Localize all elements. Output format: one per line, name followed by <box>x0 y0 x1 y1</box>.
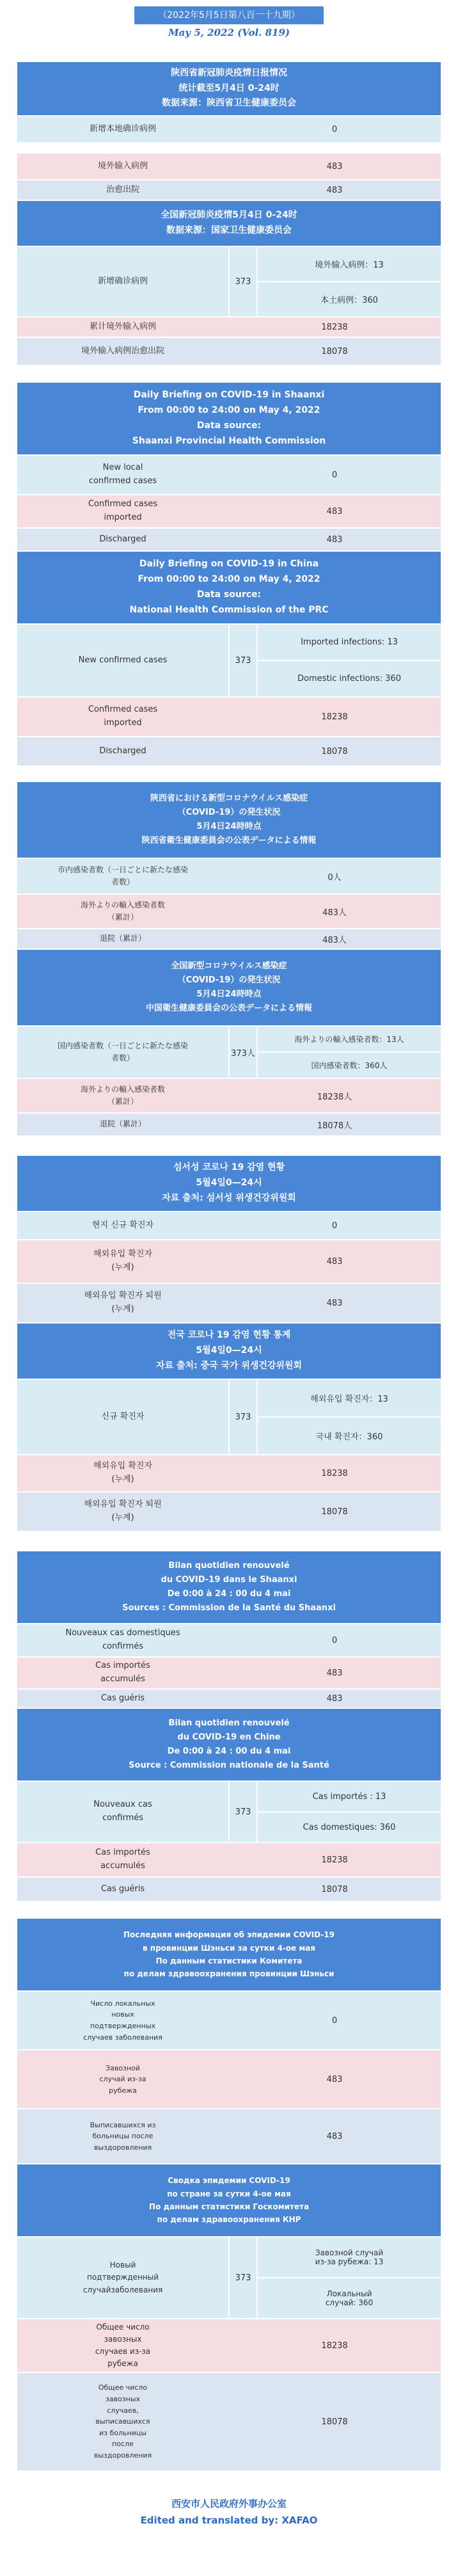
zh-cumulative-discharged-label: 境外输入病例治愈出院 <box>81 346 164 356</box>
footer <box>0 2496 458 2529</box>
en-row-cumulative-imported <box>17 698 441 736</box>
ko-row-local <box>17 1212 441 1239</box>
zh-row-new-confirmed <box>17 247 441 316</box>
en-national-title-4: National Health Commission of the PRC <box>129 604 329 615</box>
zh-national-header <box>17 201 441 246</box>
fr-national-title-4: Source : Commission nationale de la Santé <box>129 1761 329 1771</box>
ja-new-confirmed-domestic: 国内感染者数：360人 <box>311 1061 388 1070</box>
ru-title-1: Последняя информация об эпидемии COVID-19 <box>123 1930 335 1940</box>
ko-national-title-1: 전국 코로나 19 감염 현황 통계 <box>167 1330 291 1341</box>
ja-national-title-3: 5月4日24時時点 <box>196 989 262 999</box>
ru-title-3: По данным статистики Комитета <box>155 1956 303 1965</box>
zh-row-local-label: 新增本地确诊病例 <box>89 124 156 134</box>
ru-national-title-4: по делам здравоохранения КНР <box>157 2215 301 2225</box>
en-row-imported-value: 483 <box>326 506 343 516</box>
fr-row-cumulative-imported <box>17 1843 441 1876</box>
ko-row-local-value: 0 <box>331 1220 338 1231</box>
ko-new-confirmed-total: 373 <box>228 1380 258 1454</box>
ja-row-new-confirmed <box>17 1027 441 1078</box>
fr-national-title-1: Bilan quotidien renouvelé <box>168 1718 290 1728</box>
ru-row-discharged-value: 483 <box>326 2131 343 2141</box>
en-national-title-1: Daily Briefing on COVID-19 in China <box>139 559 319 570</box>
en-cumulative-discharged-value: 18078 <box>321 746 348 756</box>
zh-title-3: 数据来源：陕西省卫生健康委员会 <box>162 98 296 109</box>
ja-row-cumulative-discharged <box>17 1114 441 1135</box>
fr-new-confirmed-label: Nouveaux cas confirmés <box>93 1800 152 1823</box>
ja-cumulative-imported-label: 海外よりの輸入感染者数（累計） <box>80 1084 165 1106</box>
footer-office: 西安市人民政府外事办公室 <box>171 2498 287 2509</box>
ko-title-1: 섬서성 코로나 19 감염 현황 <box>173 1162 285 1173</box>
ko-row-local-label: 현지 신규 확진자 <box>91 1220 154 1230</box>
zh-national-title-1: 全国新冠肺炎疫情5月4日 0-24时 <box>161 210 297 221</box>
ru-cumulative-discharged-label: Общее число завозных случаев, выписавшихся из больницы после выздоровления <box>93 2383 152 2460</box>
en-row-discharged-label: Discharged <box>99 534 146 544</box>
ko-row-new-confirmed <box>17 1380 441 1454</box>
ko-row-discharged-label: 해외유입 확진자 퇴원 (누계) <box>84 1291 162 1314</box>
ja-national-title-1: 全国新型コロナウイルス感染症 <box>171 961 287 971</box>
en-row-local-label: New local confirmed cases <box>88 463 157 486</box>
ru-new-confirmed-total: 373 <box>228 2237 258 2318</box>
ru-row-new-confirmed <box>17 2237 441 2318</box>
fr-row-imported-label: Cas importés accumulés <box>95 1661 150 1684</box>
en-row-imported <box>17 495 441 527</box>
ru-shaanxi-header <box>17 1919 441 1990</box>
fr-row-new-confirmed <box>17 1782 441 1842</box>
ko-national-header <box>17 1324 441 1379</box>
ja-shaanxi-header <box>17 782 441 858</box>
ja-row-cumulative-imported <box>17 1079 441 1112</box>
ko-row-imported <box>17 1240 441 1283</box>
en-national-title-2: From 00:00 to 24:00 on May 4, 2022 <box>138 574 320 585</box>
zh-new-confirmed-imported: 境外输入病例：13 <box>258 247 441 282</box>
zh-row-local-value: 0 <box>331 124 338 134</box>
ko-shaanxi-header <box>17 1156 441 1211</box>
ja-title-1: 陕西省における新型コロナウイルス感染症 <box>150 793 308 803</box>
fr-cumulative-discharged-value: 18078 <box>321 1884 348 1894</box>
zh-row-imported-label: 境外输入病例 <box>97 161 148 171</box>
en-cumulative-imported-value: 18238 <box>321 712 348 722</box>
fr-new-confirmed-imported: Cas importés : 13 <box>258 1782 441 1812</box>
ko-title-2: 5월4일0—24시 <box>196 1178 262 1188</box>
zh-row-discharged-value: 483 <box>326 185 343 195</box>
ja-cumulative-imported-value: 18238人 <box>317 1092 352 1102</box>
ru-row-cumulative-discharged <box>17 2373 441 2470</box>
zh-row-local <box>17 116 441 142</box>
issue-banner: （2022年5月5日第八百一十九期） <box>134 6 324 24</box>
zh-row-cumulative-discharged <box>17 338 441 365</box>
ru-national-title-1: Сводка эпидемии COVID-19 <box>168 2176 290 2186</box>
ru-row-local <box>17 1992 441 2049</box>
fr-title-1: Bilan quotidien renouvelé <box>168 1560 290 1571</box>
ja-title-3: 5月4日24時時点 <box>196 822 262 831</box>
zh-row-discharged-label: 治愈出院 <box>106 184 139 195</box>
en-row-discharged <box>17 529 441 550</box>
footer-credit: Edited and translated by: XAFAO <box>140 2514 318 2526</box>
en-row-imported-label: Confirmed cases imported <box>88 499 158 522</box>
ko-title-3: 자료 출처: 섬서성 위생건강위원회 <box>162 1192 296 1203</box>
en-new-confirmed-domestic: Domestic infections: 360 <box>297 674 401 684</box>
en-row-local <box>17 456 441 494</box>
ko-row-cumulative-discharged <box>17 1492 441 1531</box>
zh-row-discharged <box>17 180 441 200</box>
zh-row-imported <box>17 154 441 179</box>
en-title-1: Daily Briefing on COVID-19 in Shaanxi <box>133 390 325 401</box>
fr-new-confirmed-total: 373 <box>228 1782 258 1842</box>
ja-row-discharged-value: 483人 <box>322 935 347 945</box>
fr-row-imported-value: 483 <box>326 1668 343 1678</box>
ko-new-confirmed-domestic: 국내 확진자：360 <box>315 1432 383 1442</box>
ru-new-confirmed-imported: Завозной случай из-за рубежа: 13 <box>258 2237 441 2278</box>
ja-new-confirmed-imported: 海外よりの輸入感染者数：13人 <box>258 1027 441 1053</box>
fr-title-3: De 0:00 à 24 : 00 du 4 mai <box>167 1589 291 1599</box>
ru-row-imported <box>17 2051 441 2108</box>
zh-new-confirmed-total: 373 <box>228 247 258 316</box>
ru-national-title-2: по стране за сутки 4-ое мая <box>167 2189 291 2198</box>
ja-row-local-label: 市内感染者数（一日ごとに新たな感染者数） <box>57 865 188 886</box>
fr-row-discharged <box>17 1690 441 1708</box>
fr-cumulative-imported-label: Cas importés accumulés <box>95 1848 150 1871</box>
en-new-confirmed-label: New confirmed cases <box>78 655 168 665</box>
ru-row-discharged-label: Выписавшихся из больницы после выздоровления <box>90 2120 156 2152</box>
fr-title-2: du COVID-19 dans le Shaanxi <box>161 1574 297 1585</box>
zh-title-2: 统计截至5月4日 0-24时 <box>178 83 280 93</box>
fr-row-local-value: 0 <box>331 1635 338 1645</box>
ja-row-discharged <box>17 929 441 948</box>
zh-cumulative-imported-value: 18238 <box>321 322 348 332</box>
en-row-local-value: 0 <box>331 470 338 480</box>
zh-new-confirmed-label: 新增确诊病例 <box>97 276 148 286</box>
ru-row-local-label: Число локальных новых подтвержденных случаев заболевания <box>83 1999 162 2042</box>
ja-cumulative-discharged-label: 退院（累計） <box>99 1119 146 1129</box>
fr-title-4: Sources : Commission de la Santé du Shaanxi <box>122 1603 336 1613</box>
fr-new-confirmed-domestic: Cas domestiques: 360 <box>303 1822 396 1832</box>
en-cumulative-discharged-label: Discharged <box>99 746 146 756</box>
ja-national-title-4: 中国衛生健康委員会の公表データによる情報 <box>145 1004 312 1014</box>
fr-cumulative-imported-value: 18238 <box>321 1855 348 1865</box>
zh-new-confirmed-local: 本土病例：360 <box>320 296 378 305</box>
ko-national-title-3: 자료 출처: 중국 국가 위생건강위원회 <box>156 1360 302 1371</box>
en-row-discharged-value: 483 <box>326 534 343 545</box>
zh-shaanxi-header <box>17 62 441 115</box>
zh-cumulative-discharged-value: 18078 <box>321 346 348 356</box>
ru-title-2: в провинции Шэньси за сутки 4-ое мая <box>143 1943 315 1953</box>
fr-row-discharged-label: Cas guéris <box>100 1693 145 1703</box>
ko-new-confirmed-label: 신규 확진자 <box>101 1411 145 1421</box>
ru-row-cumulative-imported <box>17 2319 441 2372</box>
fr-national-title-3: De 0:00 à 24 : 00 du 4 mai <box>167 1747 291 1756</box>
fr-row-imported <box>17 1658 441 1688</box>
ru-national-header <box>17 2164 441 2236</box>
zh-row-cumulative-imported <box>17 317 441 337</box>
fr-national-header <box>17 1709 441 1780</box>
en-new-confirmed-imported: Imported infections: 13 <box>258 625 441 661</box>
ru-row-local-value: 0 <box>331 2015 338 2026</box>
ru-row-discharged <box>17 2109 441 2163</box>
ja-title-2: （COVID-19）の発生状況 <box>177 807 281 817</box>
ko-row-cumulative-imported <box>17 1455 441 1491</box>
ko-row-imported-value: 483 <box>326 1256 343 1267</box>
ja-new-confirmed-label: 国内感染者数（一日ごとに新たな感染者数） <box>57 1041 188 1062</box>
en-row-cumulative-discharged <box>17 737 441 765</box>
en-shaanxi-header <box>17 383 441 454</box>
ja-national-title-2: （COVID-19）の発生状況 <box>177 975 281 985</box>
en-row-new-confirmed <box>17 625 441 696</box>
ja-row-imported-label: 海外よりの輸入感染者数（累計） <box>80 900 165 922</box>
en-title-2: From 00:00 to 24:00 on May 4, 2022 <box>138 405 320 416</box>
zh-title-1: 陕西省新冠肺炎疫情日报情况 <box>171 67 287 78</box>
zh-cumulative-imported-label: 累计境外输入病例 <box>89 321 156 332</box>
ru-new-confirmed-label: Новый подтвержденный случайзаболевания <box>83 2260 163 2294</box>
ja-national-header <box>17 950 441 1025</box>
zh-row-imported-value: 483 <box>326 161 343 172</box>
ru-title-4: по делам здравоохранения провинции Шэньси <box>123 1969 335 1979</box>
ko-new-confirmed-imported: 해외유입 확진자：13 <box>258 1380 441 1418</box>
ko-cumulative-imported-value: 18238 <box>321 1468 348 1478</box>
ru-national-title-3: По данным статистики Госкомитета <box>148 2202 310 2211</box>
fr-row-local <box>17 1624 441 1656</box>
ru-cumulative-imported-label: Общее число завозных случаев из-за рубежа <box>95 2322 151 2369</box>
fr-cumulative-discharged-label: Cas guéris <box>100 1884 145 1894</box>
ru-row-imported-label: Завозной случай из-за рубежа <box>99 2063 146 2095</box>
ru-cumulative-discharged-value: 18078 <box>321 2417 348 2427</box>
fr-national-title-2: du COVID-19 en Chine <box>177 1732 281 1742</box>
ja-row-imported-value: 483人 <box>322 908 347 918</box>
ja-row-local-value: 0人 <box>328 872 342 883</box>
ja-row-imported <box>17 895 441 928</box>
ko-cumulative-imported-label: 해외유입 확진자 (누계) <box>93 1461 153 1484</box>
ko-cumulative-discharged-value: 18078 <box>321 1507 348 1517</box>
en-new-confirmed-total: 373 <box>228 625 258 696</box>
ko-cumulative-discharged-label: 해외유입 확진자 퇴원 (누계) <box>84 1500 162 1523</box>
ru-cumulative-imported-value: 18238 <box>321 2340 348 2351</box>
issue-date: May 5, 2022 (Vol. 819) <box>168 27 290 38</box>
ko-row-discharged-value: 483 <box>326 1298 343 1308</box>
zh-national-title-2: 数据来源：国家卫生健康委员会 <box>166 225 292 236</box>
ja-new-confirmed-total: 373人 <box>228 1027 258 1078</box>
ja-title-4: 陕西省衛生健康委員会の公表データによる情報 <box>141 836 317 846</box>
en-national-title-3: Data source: <box>196 589 262 600</box>
ja-cumulative-discharged-value: 18078人 <box>317 1121 352 1131</box>
en-title-4: Shaanxi Provincial Health Commission <box>132 435 326 446</box>
ko-row-imported-label: 해외유입 확진자 (누계) <box>93 1249 153 1272</box>
en-national-header <box>17 552 441 623</box>
ja-row-local <box>17 859 441 893</box>
ru-new-confirmed-local: Локальный случай: 360 <box>325 2289 374 2307</box>
ko-row-discharged <box>17 1284 441 1322</box>
fr-row-cumulative-discharged <box>17 1878 441 1901</box>
fr-shaanxi-header <box>17 1551 441 1623</box>
fr-row-discharged-value: 483 <box>326 1693 343 1704</box>
en-cumulative-imported-label: Confirmed cases imported <box>88 705 158 728</box>
fr-row-local-label: Nouveaux cas domestiques confirmés <box>65 1628 180 1651</box>
en-title-3: Data source: <box>196 420 262 431</box>
ja-row-discharged-label: 退院（累計） <box>99 934 146 943</box>
ru-row-imported-value: 483 <box>326 2074 343 2084</box>
ko-national-title-2: 5월4일0—24시 <box>196 1345 262 1356</box>
